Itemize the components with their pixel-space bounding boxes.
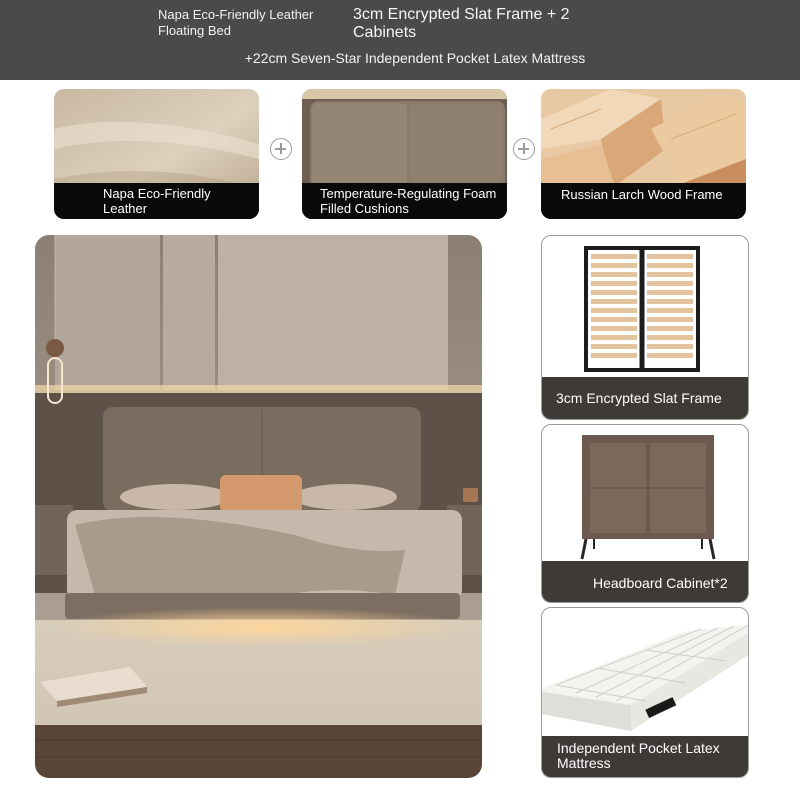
material-label-foam: Temperature-Regulating Foam Filled Cushions <box>320 186 497 216</box>
header-banner <box>0 0 800 80</box>
component-caption <box>542 377 748 419</box>
mattress-subtitle: +22cm Seven-Star Independent Pocket Latex Mattress <box>244 50 586 66</box>
component-caption <box>542 736 748 777</box>
component-card-mattress <box>541 607 749 778</box>
component-card-slat-frame <box>541 235 749 420</box>
latex-mattress-image <box>541 613 749 738</box>
component-label-mattress: Independent Pocket Latex Mattress <box>557 740 720 771</box>
bedroom-photo <box>35 235 482 778</box>
component-caption <box>542 561 748 602</box>
material-caption <box>302 183 507 219</box>
material-card-leather <box>54 89 259 219</box>
component-label-cabinet: Headboard Cabinet*2 <box>593 575 728 591</box>
cabinet-image <box>580 433 716 561</box>
material-card-foam <box>302 89 507 219</box>
component-label-slat-frame: 3cm Encrypted Slat Frame <box>556 390 722 406</box>
material-label-wood: Russian Larch Wood Frame <box>561 187 723 202</box>
material-caption <box>54 183 259 219</box>
slat-frame-image <box>582 244 702 374</box>
material-caption <box>541 183 746 219</box>
material-label-leather: Napa Eco-Friendly Leather <box>103 186 211 216</box>
plus-circle-icon <box>270 138 292 160</box>
material-card-wood <box>541 89 746 219</box>
bedroom-scene-image <box>35 235 482 778</box>
package-title: 3cm Encrypted Slat Frame + 2 Cabinets <box>353 6 570 41</box>
plus-circle-icon <box>513 138 535 160</box>
product-title: Napa Eco-Friendly Leather Floating Bed <box>158 7 314 38</box>
component-card-cabinet <box>541 424 749 603</box>
